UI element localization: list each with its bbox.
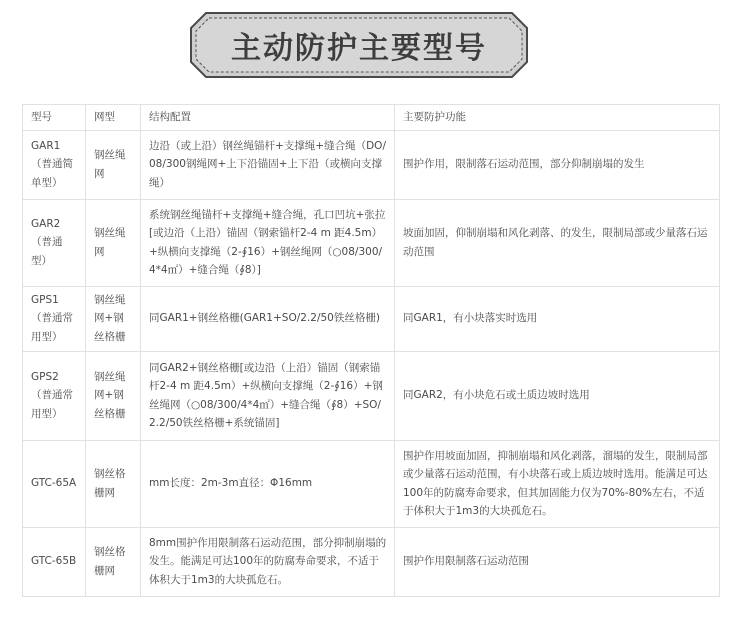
cell-model: GTC-65B [23,527,86,596]
cell-model: GAR1（普通简单型） [23,130,86,199]
cell-model: GTC-65A [23,440,86,527]
cell-net-type: 钢丝格栅网 [86,527,141,596]
cell-function: 坡面加固，仰制崩塌和风化剥落、的发生，限制局部或少量落石运动范围 [395,199,720,286]
header-model: 型号 [23,105,86,131]
cell-structure: 同GAR1+钢丝格栅(GAR1+SO/2.2/50铁丝格栅) [141,286,395,351]
cell-structure: 同GAR2+钢丝格栅[或边沿（上沿）锚固（钢索锚杆2-4 m 距4.5m）+纵横向支撑绳（2-∮16）+钢丝绳网（○08/300/4*4㎡）+缝合绳（∮8）+SO/2.2/50铁丝格栅+系统锚固] [141,351,395,440]
table-row [23,130,720,199]
cell-structure: mm长度：2m-3m直径：Φ16mm [141,440,395,527]
cell-structure: 边沿（或上沿）钢丝绳锚杆+支撑绳+缝合绳（DO/08/300钢绳网+上下沿锚固+上下沿（或横向支撑绳） [141,130,395,199]
cell-function: 同GAR1，有小块落实时选用 [395,286,720,351]
table-header-row [23,105,720,131]
table-row [23,286,720,351]
table-row [23,527,720,596]
table-row [23,199,720,286]
cell-model: GPS1（普通常用型） [23,286,86,351]
header-structure: 结构配置 [141,105,395,131]
model-spec-table [22,104,720,597]
cell-net-type: 钢丝绳网+钢丝格栅 [86,286,141,351]
cell-net-type: 钢丝绳网+钢丝格栅 [86,351,141,440]
header-function: 主要防护功能 [395,105,720,131]
cell-net-type: 钢丝绳网 [86,130,141,199]
title-banner [190,12,528,78]
cell-function: 同GAR2，有小块危石或土质边坡时选用 [395,351,720,440]
cell-function: 围护作用限制落石运动范围 [395,527,720,596]
cell-net-type: 钢丝绳网 [86,199,141,286]
page-title: 主动防护主要型号 [231,31,487,66]
table-row [23,351,720,440]
cell-net-type: 钢丝格栅网 [86,440,141,527]
table-row [23,440,720,527]
cell-model: GPS2（普通常用型） [23,351,86,440]
cell-structure: 8mm围护作用限制落石运动范围，部分抑制崩塌的发生。能满足可达100年的防腐寿命要求，不适于体积大于1m3的大块孤危石。 [141,527,395,596]
cell-function: 围护作用，限制落石运动范围，部分仰制崩塌的发生 [395,130,720,199]
cell-model: GAR2（普通型） [23,199,86,286]
cell-function: 围护作用坡面加固，抑制崩塌和风化剥落，溜塌的发生，限制局部或少量落石运动范围，有小块落石或上质边坡时选用。能满足可达100年的防腐寿命要求，但其加固能力仅为70%-80%左右，不适于体积大于1m3的大块孤危石。 [395,440,720,527]
cell-structure: 系统钢丝绳锚杆+支撑绳+缝合绳，孔口凹坑+张拉[或边沿（上沿）锚固（钢索锚杆2-4 m 距4.5m）+纵横向支撑绳（2-∮16）+钢丝绳网（○08/300/4*4㎡）+缝合绳（∮8）] [141,199,395,286]
header-net-type: 网型 [86,105,141,131]
